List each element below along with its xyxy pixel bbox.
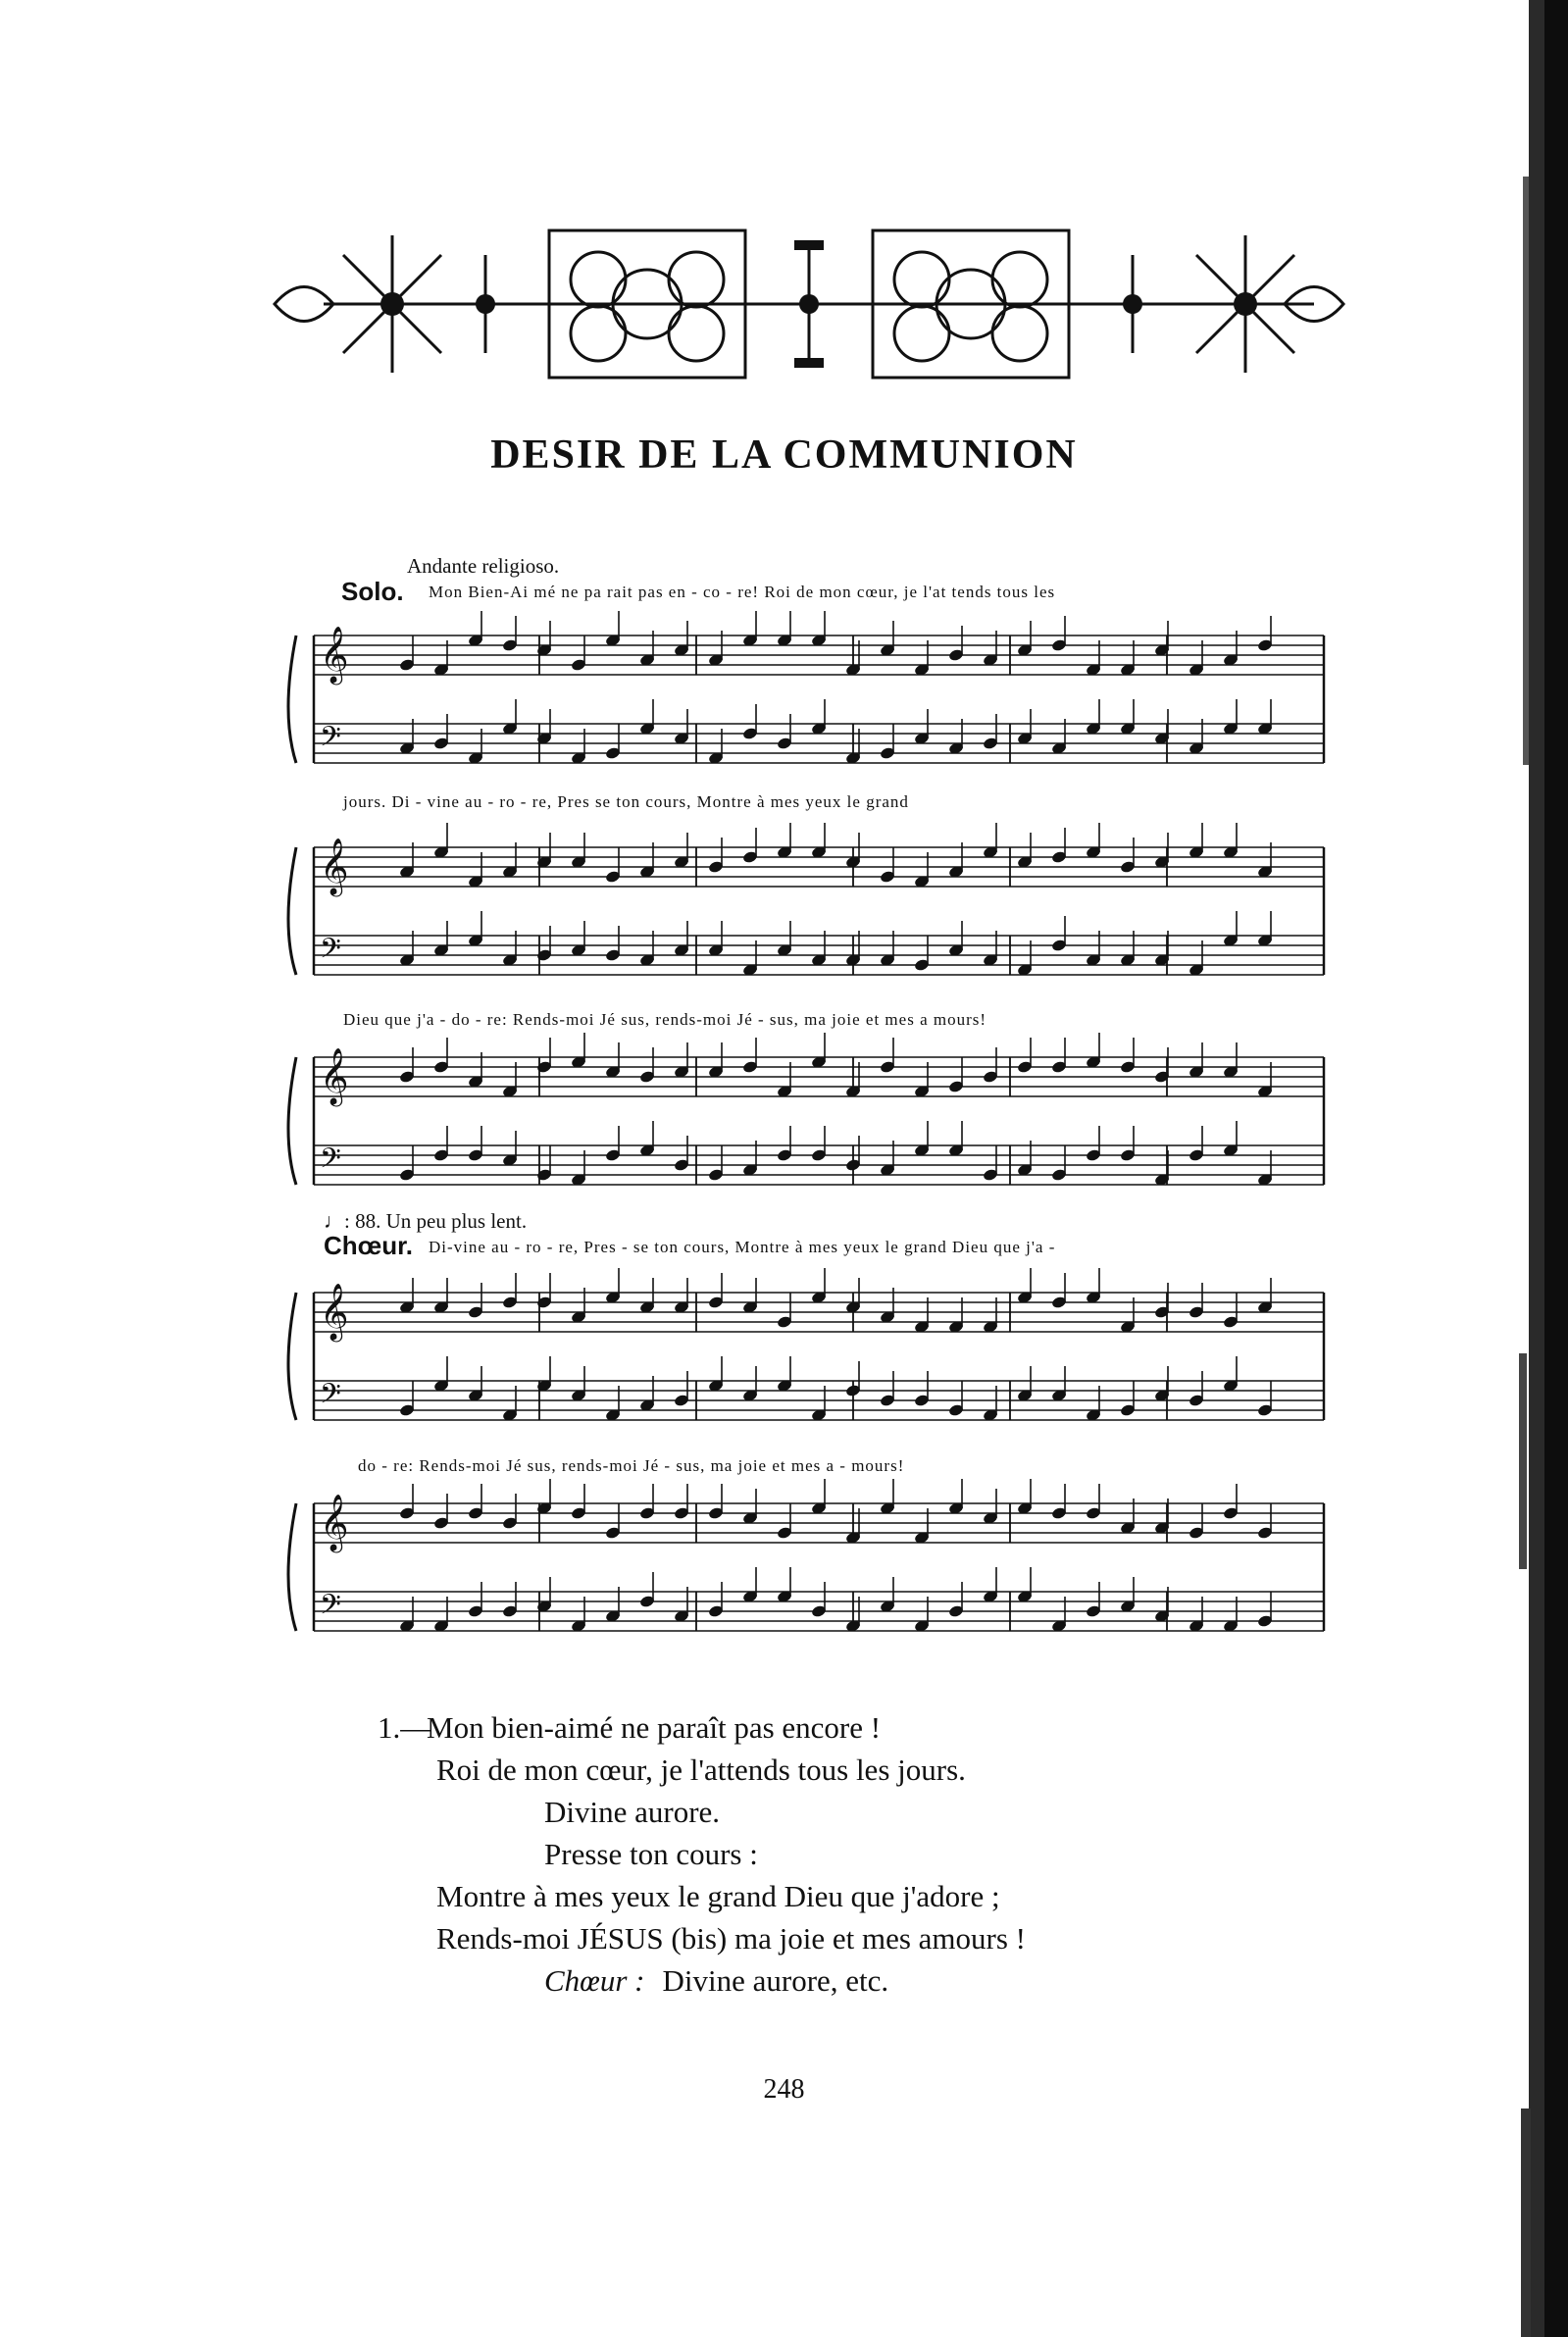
svg-text:𝄞: 𝄞 (320, 1494, 349, 1550)
svg-text:𝄢: 𝄢 (320, 1589, 341, 1628)
tempo-marking-plus-lent: ♩: 88. Un peu plus lent. (324, 1209, 528, 1233)
chorus-line (378, 1959, 1026, 2002)
music-system-3 (275, 1030, 1329, 1216)
svg-text:𝄞: 𝄞 (320, 1283, 349, 1340)
page-title: DESIR DE LA COMMUNION (490, 432, 1078, 478)
verse-line: Roi de mon cœur, je l'attends tous les jours. (436, 1753, 966, 1787)
decorative-header-ornament (265, 221, 1353, 387)
svg-text:𝄢: 𝄢 (320, 1143, 341, 1182)
lyric-line-4: Di-vine au - ro - re, Pres - se ton cours, Montre à mes yeux le grand Dieu que j'a - (429, 1238, 1056, 1256)
music-system-1 (275, 608, 1329, 794)
tempo-marking-andante: Andante religioso. (407, 554, 560, 578)
svg-text:𝄞: 𝄞 (320, 626, 349, 683)
music-system-4 (275, 1265, 1329, 1451)
verse-line: Presse ton cours : (544, 1837, 758, 1871)
lyric-line-3: Dieu que j'a - do - re: Rends-moi Jé sus, rends-moi Jé - sus, ma joie et mes a mours! (343, 1010, 987, 1029)
svg-text:𝄢: 𝄢 (320, 933, 341, 972)
svg-text:𝄞: 𝄞 (320, 1047, 349, 1104)
svg-text:𝄢: 𝄢 (320, 721, 341, 760)
svg-text:𝄢: 𝄢 (320, 1378, 341, 1417)
verse-line: Rends-moi JÉSUS (bis) ma joie et mes amours ! (436, 1921, 1026, 1956)
lyric-line-2: jours. Di - vine au - ro - re, Pres se ton cours, Montre à mes yeux le grand (343, 792, 909, 811)
music-system-5 (275, 1476, 1329, 1662)
page-number: 248 (763, 2074, 805, 2105)
verse-line: Divine aurore. (544, 1795, 721, 1829)
verse-line: Montre à mes yeux le grand Dieu que j'adore ; (436, 1879, 1000, 1913)
verse-number: 1.— (378, 1710, 431, 1745)
verse-1 (378, 1706, 1026, 2002)
lyric-line-5: do - re: Rends-moi Jé sus, rends-moi Jé - sus, ma joie et mes a - mours! (358, 1456, 905, 1475)
voice-label-solo: Solo. (341, 577, 404, 606)
svg-text:𝄞: 𝄞 (320, 838, 349, 894)
chorus-text: Divine aurore, etc. (662, 1963, 889, 1998)
chorus-label: Chœur : (544, 1963, 645, 1998)
page-edge-shadow (1509, 0, 1568, 2337)
verse-line-text: Mon bien-aimé ne paraît pas encore ! (427, 1710, 882, 1745)
verse-line (378, 1706, 1026, 1749)
music-system-2 (275, 820, 1329, 1006)
lyric-line-1: Mon Bien-Ai mé ne pa rait pas en - co - re! Roi de mon cœur, je l'at tends tous les (429, 583, 1056, 601)
voice-label-choeur: Chœur. (324, 1231, 413, 1260)
